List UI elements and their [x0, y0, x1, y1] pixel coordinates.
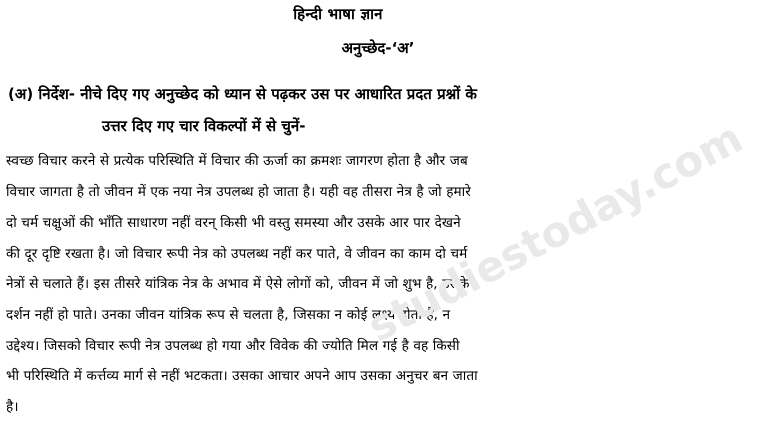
paragraph-line: दो चर्म चक्षुओं की भाँति साधारण नहीं वरन् किसी भी वस्तु समस्या और उसके आर पार देखने — [6, 215, 461, 231]
paragraph-line: दर्शन नहीं हो पाते। उनका जीवन यांत्रिक रूप से चलता है, जिसका न कोई लक्ष्य होता है, न — [6, 307, 451, 323]
instruction-line-2: उत्तर दिए गए चार विकल्पों में से चुनें- — [102, 117, 306, 135]
paragraph-line: भी परिस्थिति में कर्त्तव्य मार्ग से नहीं भटकता। उसका आचार अपने आप उसका अनुचर बन जाता — [6, 368, 478, 384]
paragraph-line: नेत्रों से चलाते हैं। इस तीसरे यांत्रिक नेत्र के अभाव में ऐसे लोगों को, जीवन में जो शुभ है, उसके — [6, 276, 470, 292]
passage-heading: अनुच्छेद-‘अ’ — [341, 39, 415, 57]
page-title: हिन्दी भाषा ज्ञान — [293, 5, 383, 23]
paragraph-line: विचार जागता है तो जीवन में एक नया नेत्र उपलब्ध हो जाता है। यही वह तीसरा नेत्र है जो हमारे — [6, 184, 471, 200]
watermark: studiestoday.com — [360, 112, 751, 352]
paragraph-line: की दूर दृष्टि रखता है। जो विचार रूपी नेत्र को उपलब्ध नहीं कर पाते, वे जीवन का काम दो चर्म — [6, 246, 468, 262]
paragraph-line: स्वच्छ विचार करने से प्रत्येक परिस्थिति में विचार की ऊर्जा का क्रमशः जागरण होता है और जब — [6, 153, 468, 169]
paragraph-line: उद्देश्य। जिसको विचार रूपी नेत्र उपलब्ध हो गया और विवेक की ज्योति मिल गई है वह किसी — [6, 338, 460, 354]
paragraph-line: है। — [6, 399, 19, 415]
instruction-line-1: (अ) निर्देश- नीचे दिए गए अनुच्छेद को ध्यान से पढ़कर उस पर आधारित प्रदत प्रश्नों के — [8, 85, 477, 103]
